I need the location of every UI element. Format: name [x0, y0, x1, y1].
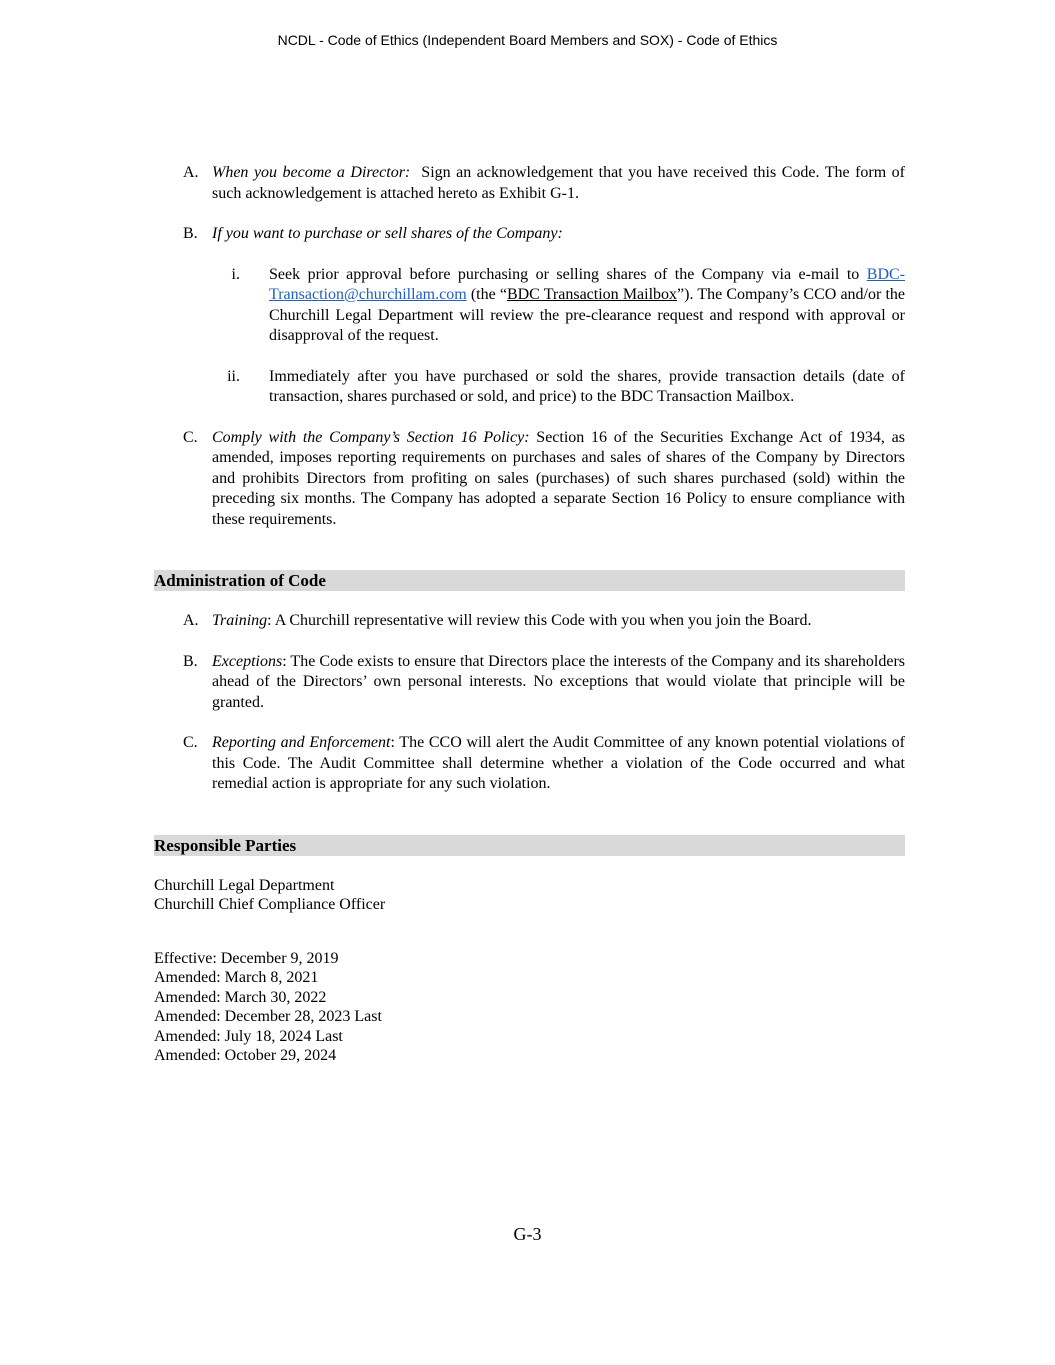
subitem-label: ii.: [227, 367, 240, 385]
item-text: : The CCO will alert the Audit Committee of any known potential violations of this Code. The Audit Committee shall determine whether a violation of the Code occurred and what remedial action is appropriate for any such violation.: [212, 734, 905, 792]
item-training: [154, 611, 905, 632]
email-link[interactable]: BDC-Transaction@churchillam.com: [269, 265, 906, 303]
item-purchase-sell: [154, 224, 905, 245]
item-title: If you want to purchase or sell shares of the Company:: [212, 225, 563, 242]
subitem-text: Immediately after you have purchased or sold the shares, provide transaction details (date of transaction, shares purchased or sold, and price) to the BDC Transaction Mailbox.: [269, 367, 905, 405]
item-label: C.: [183, 734, 198, 751]
responsible-party: Churchill Chief Compliance Officer: [154, 896, 386, 913]
page-header: NCDL - Code of Ethics (Independent Board Members and SOX) - Code of Ethics: [277, 32, 778, 48]
history-entry: Amended: March 30, 2022: [154, 988, 327, 1006]
section-title-administration: Administration of Code: [154, 570, 905, 591]
item-label: A.: [183, 164, 199, 181]
item-label: B.: [183, 225, 198, 242]
subitem-text: (the: [470, 286, 496, 303]
item-label: A.: [183, 612, 199, 629]
item-title: Exceptions: [212, 652, 283, 670]
history-entry: Amended: December 28, 2023 Last: [154, 1008, 382, 1025]
quote-mark: “: [499, 286, 507, 303]
page-number: G-3: [513, 1224, 542, 1244]
history-entry: Amended: October 29, 2024: [154, 1047, 337, 1064]
item-become-director: [154, 163, 905, 204]
item-section-16: [154, 428, 905, 531]
subitem-transaction-details: [154, 367, 905, 408]
item-title: Reporting and Enforcement: [212, 734, 391, 751]
section-title-responsible-parties: Responsible Parties: [154, 835, 905, 856]
subitem-text: Seek prior approval before purchasing or selling shares of the Company via e-mail to: [269, 265, 860, 283]
quote-close: ”).: [677, 286, 694, 303]
subitem-label: i.: [231, 265, 240, 283]
item-title: When you become a Director:: [212, 164, 411, 181]
item-text: Section 16 of the Securities Exchange Act of 1934, as amended, imposes reporting requirements on purchases and sales of shares of the Company by Directors and prohibits Directors from profiting on sales (purchases) of such shares purchased (sold) within the preceding six months. The Company has adopted a separate Section 16 Policy to ensure compliance with these requirements.: [212, 428, 906, 528]
history-entry: Effective: December 9, 2019: [154, 949, 339, 967]
history-entry: Amended: March 8, 2021: [154, 969, 319, 986]
document-body: [154, 163, 905, 1066]
mailbox-name: BDC Transaction Mailbox: [506, 286, 678, 303]
item-reporting-enforcement: [154, 733, 905, 795]
subitem-prior-approval: [154, 265, 905, 347]
item-label: C.: [183, 428, 198, 446]
item-label: B.: [183, 652, 198, 670]
item-title: Comply with the Company’s Section 16 Policy:: [212, 428, 530, 446]
item-text: : The Code exists to ensure that Directors place the interests of the Company and its shareholders ahead of the Directors’ own personal interests. No exceptions that would violate that principle will be granted.: [212, 652, 905, 711]
history-entry: Amended: July 18, 2024 Last: [154, 1027, 343, 1045]
subitem-text: The Company’s CCO and/or the Churchill Legal Department will review the pre-clearance request and respond with approval or disapproval of the request.: [269, 286, 906, 344]
item-title: Training: [212, 612, 268, 629]
item-text: Sign an acknowledgement that you have received this Code. The form of such acknowledgement is attached hereto as Exhibit G-1.: [212, 164, 906, 202]
item-exceptions: [154, 652, 905, 714]
responsible-party: Churchill Legal Department: [154, 876, 335, 894]
item-text: : A Churchill representative will review this Code with you when you join the Board.: [267, 612, 812, 629]
